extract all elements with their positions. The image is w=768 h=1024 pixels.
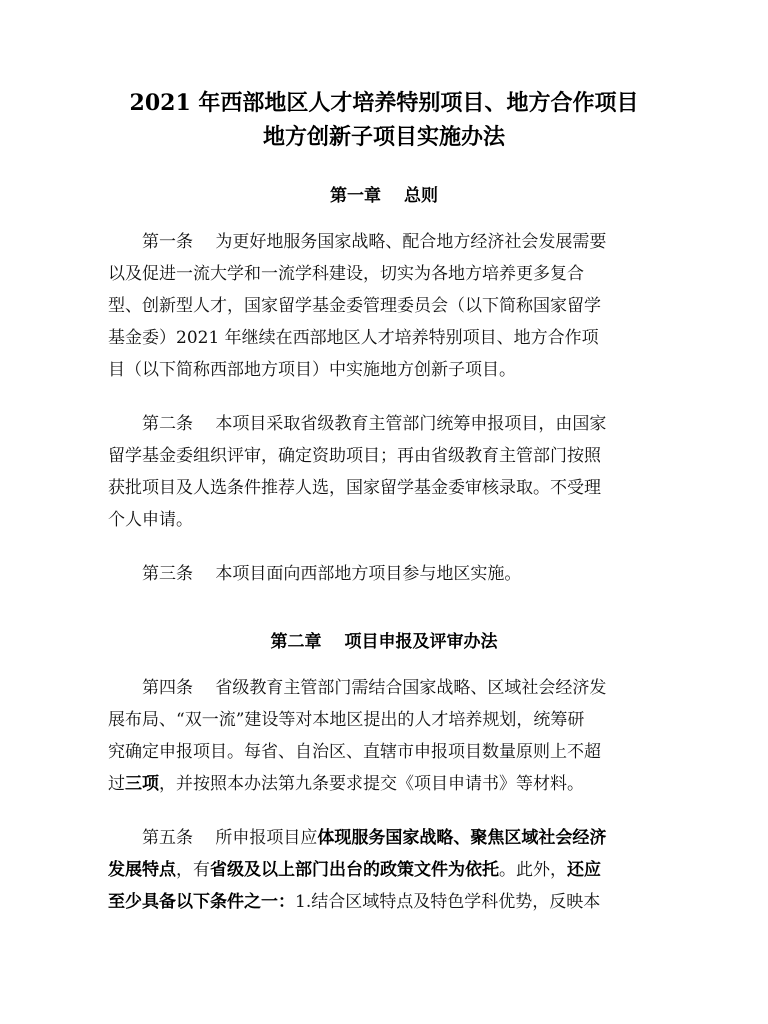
article-4-text: 过 [108, 774, 125, 794]
chapter-2-heading: 第二章 项目申报及评审办法 [270, 632, 498, 652]
article-5-emphasis: 发展特点 [108, 860, 176, 880]
article-5-emphasis: 还应 [567, 860, 601, 880]
article-4-line [108, 772, 584, 796]
article-5-text: 1.结合区域特点及特色学科优势，反映本 [295, 892, 601, 912]
article-1-line: 型、创新型人才，国家留学基金委管理委员会（以下简称国家留学 [108, 296, 601, 316]
article-3-line: 第三条 本项目面向西部地方项目参与地区实施。 [108, 564, 522, 584]
article-4-text: ，并按照本办法第九条要求提交《项目申请书》等材料。 [159, 774, 584, 794]
article-1-line: 目（以下简称西部地方项目）中实施地方创新子项目。 [108, 360, 516, 380]
article-2-line: 留学基金委组织评审，确定资助项目；再由省级教育主管部门按照 [108, 446, 601, 466]
article-5-text: ，有 [176, 860, 210, 880]
article-2-line: 个人申请。 [108, 510, 193, 530]
article-5-line [108, 826, 606, 850]
document-title-line-2: 地方创新子项目实施办法 [262, 124, 505, 150]
article-1-line: 基金委）2021 年继续在西部地区人才培养特别项目、地方合作项 [108, 328, 599, 348]
article-1-line: 第一条 为更好地服务国家战略、配合地方经济社会发展需要 [108, 232, 607, 252]
article-4-line: 究确定申报项目。每省、自治区、直辖市申报项目数量原则上不超 [108, 742, 601, 762]
article-2-line: 第二条 本项目采取省级教育主管部门统筹申报项目，由国家 [108, 414, 607, 434]
chapter-1-heading: 第一章 总则 [330, 186, 438, 206]
article-4-line: 第四条 省级教育主管部门需结合国家战略、区域社会经济发 [108, 678, 607, 698]
article-4-line: 展布局、“双一流”建设等对本地区提出的人才培养规划，统筹研 [108, 710, 585, 730]
article-1-line: 以及促进一流大学和一流学科建设，切实为各地方培养更多复合 [108, 264, 584, 284]
article-5-text: 第五条 所申报项目应 [108, 828, 318, 848]
article-2-line: 获批项目及人选条件推荐人选，国家留学基金委审核录取。不受理 [108, 478, 601, 498]
article-5-text: 。此外， [499, 860, 567, 880]
article-5-emphasis: 体现服务国家战略、聚焦区域社会经济 [317, 828, 607, 848]
article-5-emphasis: 省级及以上部门出台的政策文件为依托 [210, 860, 499, 880]
article-5-line [108, 858, 601, 882]
article-4-emphasis: 三项 [125, 774, 159, 794]
article-5-line [108, 890, 600, 914]
document-title-line-1: 2021 年西部地区人才培养特别项目、地方合作项目 [129, 90, 639, 116]
article-5-emphasis: 至少具备以下条件之一： [108, 892, 295, 912]
